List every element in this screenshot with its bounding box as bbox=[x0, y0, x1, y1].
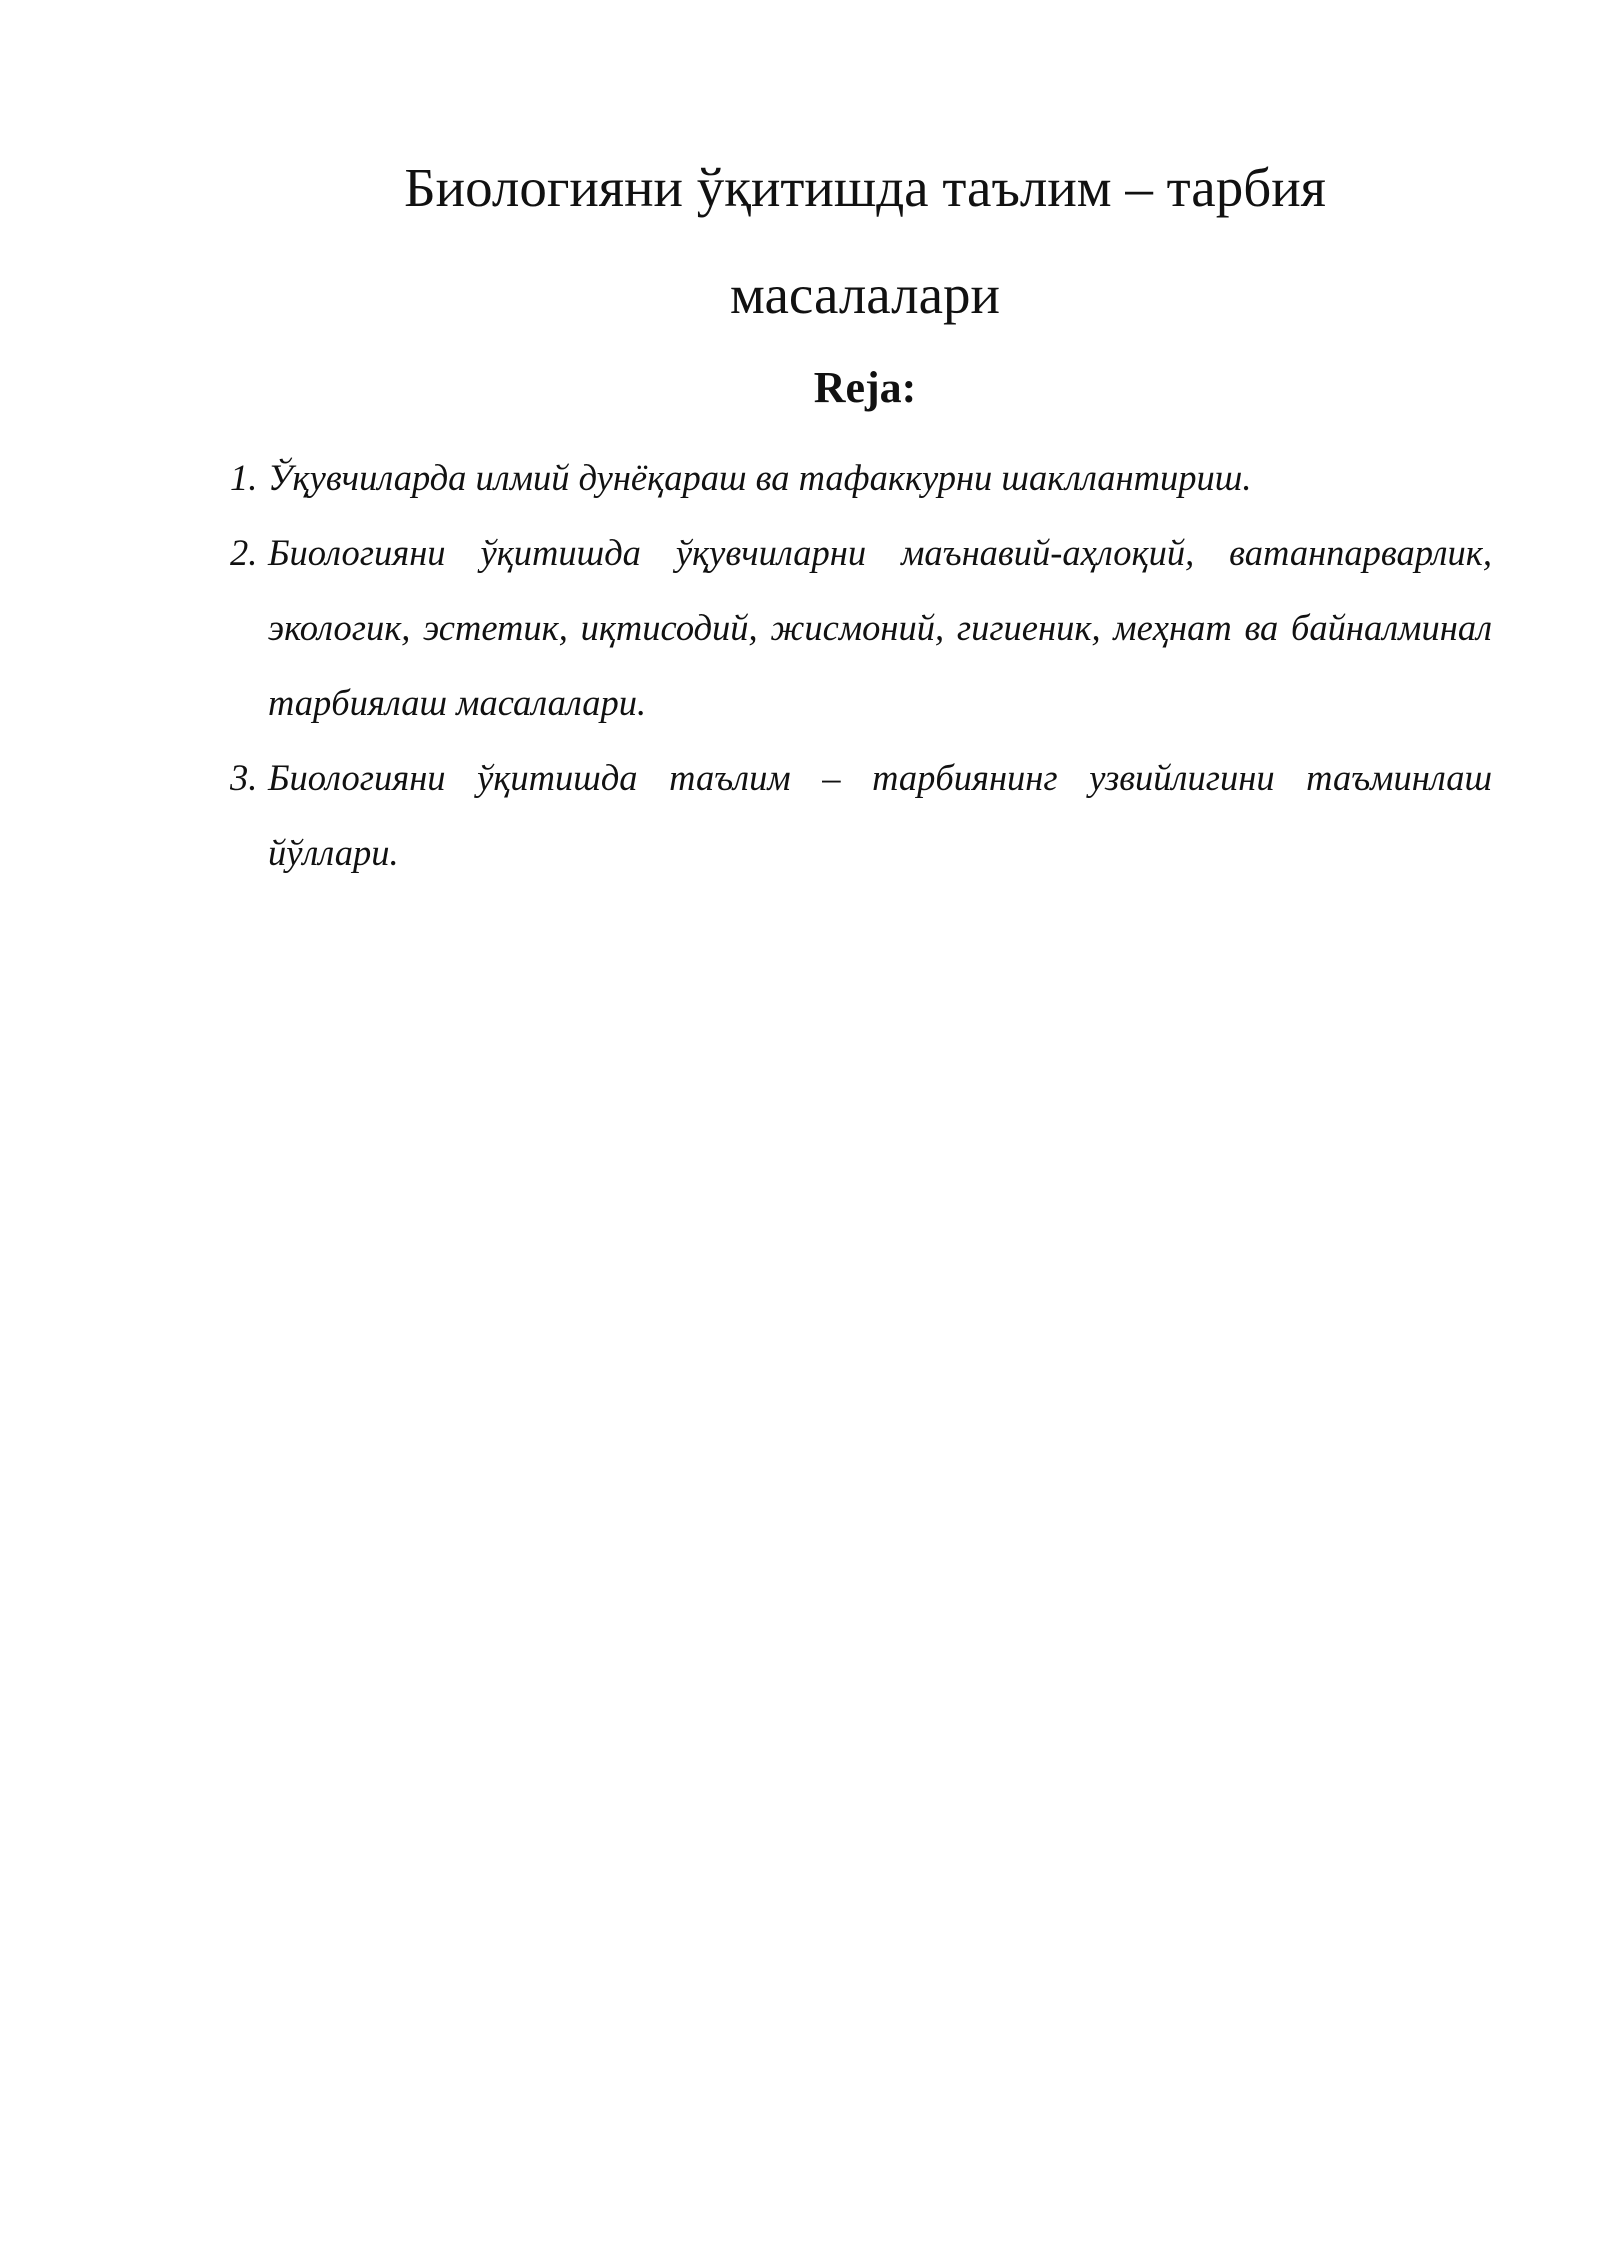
plan-item-text: Биологияни ўқитишда таълим – тарбиянинг узвийлигини таъминлаш йўллари. bbox=[268, 757, 1492, 873]
document-title-line-1: Биологияни ўқитишда таълим – тарбия bbox=[404, 157, 1326, 218]
plan-item-number: 3. bbox=[230, 757, 258, 798]
plan-item-text: Ўқувчиларда илмий дунёқараш ва тафаккурни шакллантириш. bbox=[268, 457, 1252, 498]
plan-heading: Reja: bbox=[813, 363, 917, 412]
plan-item-2 bbox=[230, 515, 1492, 740]
document-title-line-2: масалалари bbox=[730, 264, 1000, 325]
plan-item-text: Биологияни ўқитишда ўқувчиларни маънавий-аҳлоқий, ватанпарварлик, экологик, эстетик, иқтисодий, жисмоний, гигиеник, меҳнат ва байналминал тарбиялаш масалалари. bbox=[268, 532, 1492, 723]
plan-item-number: 1. bbox=[230, 457, 258, 498]
plan-item-1 bbox=[230, 440, 1492, 515]
plan-item-3 bbox=[230, 740, 1492, 890]
plan-item-number: 2. bbox=[230, 532, 258, 573]
plan-list bbox=[230, 440, 1492, 890]
